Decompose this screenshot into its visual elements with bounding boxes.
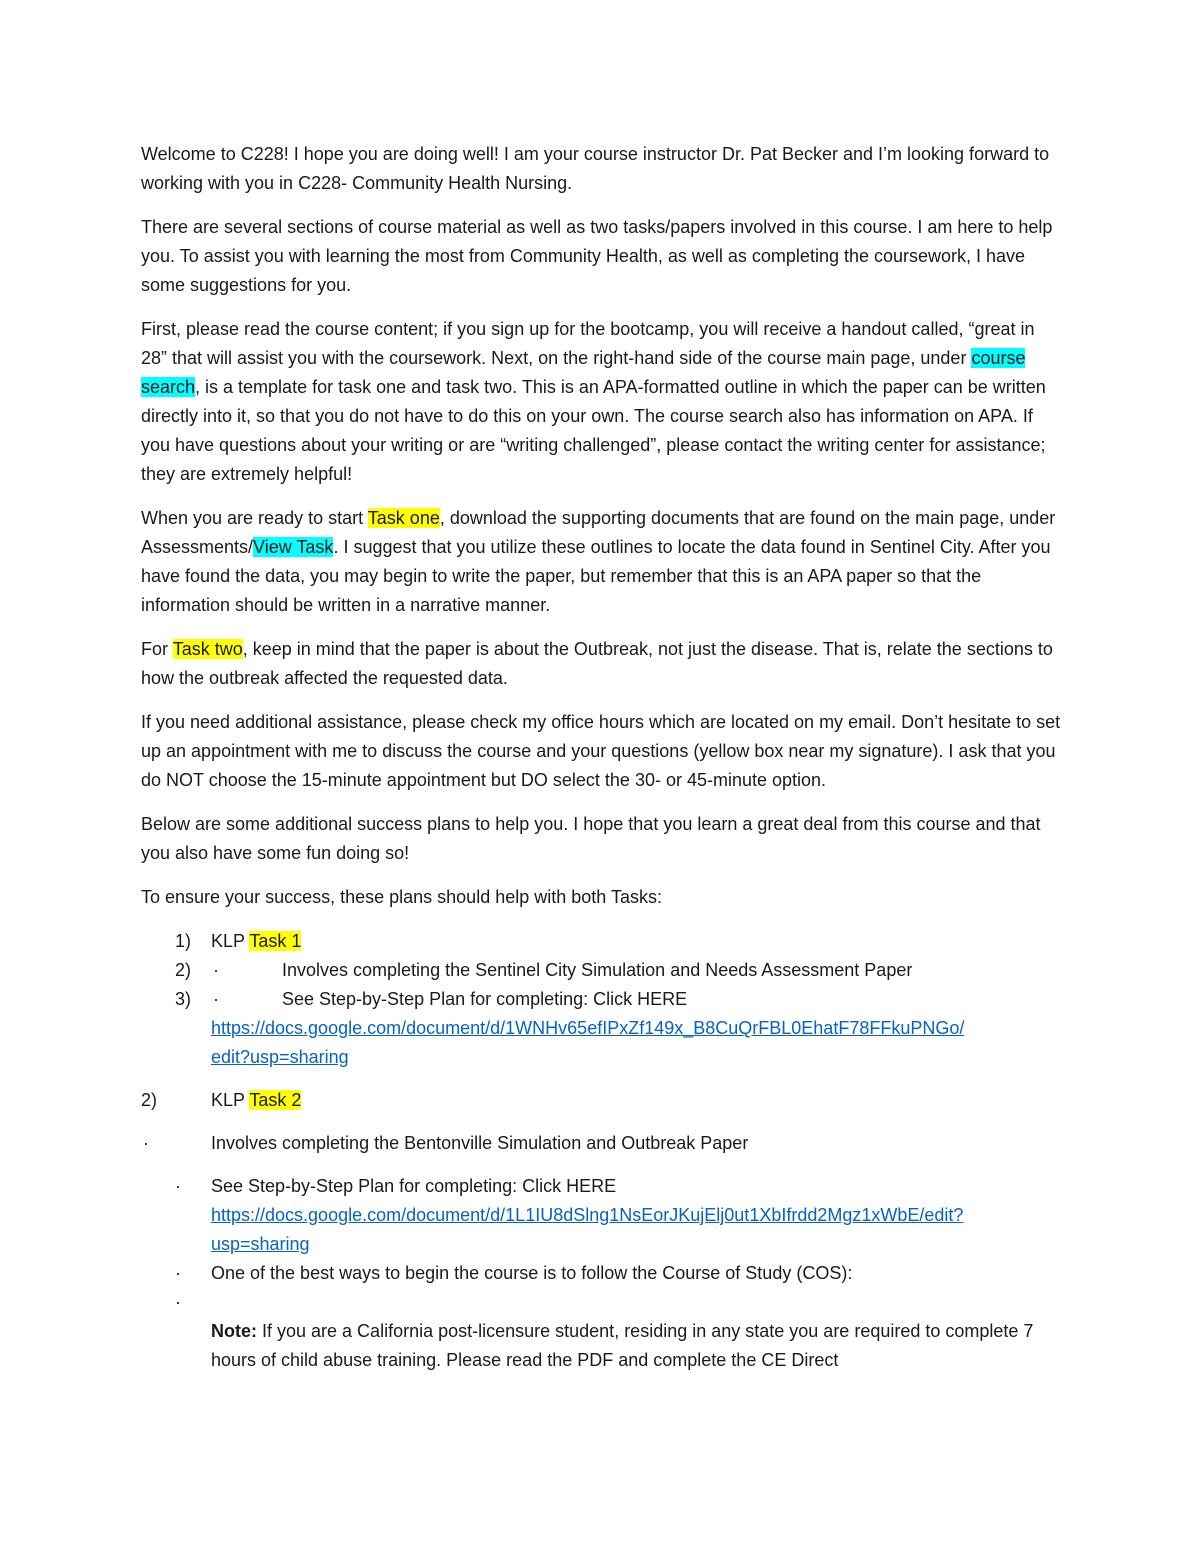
- highlight-task-1: Task 1: [249, 931, 302, 951]
- bullet-icon: ·: [175, 1176, 181, 1196]
- paragraph-assistance: If you need additional assistance, please check my office hours which are located on my email. Don’t hesitate to set up an appointment with me to discuss the course and your questions (yellow box near my signature). I ask that you do NOT choose the 15-minute appointment but DO select the 30- or 45-minute option.: [141, 712, 1061, 790]
- paragraph-overview: There are several sections of course material as well as two tasks/papers involved in this course. I am here to help you. To assist you with learning the most from Community Health, as well as completing the coursework, I have some suggestions for you.: [141, 217, 1053, 295]
- link-task-1-plan[interactable]: https://docs.google.com/document/d/1WNHv65efIPxZf149x_B8CuQrFBL0EhatF78FFkuPNGo/: [211, 1018, 965, 1038]
- text-segment: , is a template for task one and task two. This is an APA-formatted outline in which the paper can be written directly into it, so that you do not have to do this on your own. The course search also has information on APA. If you have questions about your writing or are “writing challenged”, please contact the writing center for assistance; they are extremely helpful!: [141, 377, 1046, 484]
- text-segment: , keep in mind that the paper is about the Outbreak, not just the disease. That is, relate the sections to how the outbreak affected the requested data.: [141, 639, 1053, 688]
- list-item-4: [141, 1086, 1061, 1115]
- list-text: See Step-by-Step Plan for completing: Click HERE: [211, 1176, 617, 1196]
- paragraph-ensure-success: To ensure your success, these plans should help with both Tasks:: [141, 887, 662, 907]
- note-text: If you are a California post-licensure student, residing in any state you are required to complete 7 hours of child abuse training. Please read the PDF and complete the CE Direct: [211, 1321, 1034, 1370]
- paragraph-success-plans: Below are some additional success plans to help you. I hope that you learn a great deal from this course and that you also have some fun doing so!: [141, 814, 1041, 863]
- link-block-task-2: [211, 1201, 1061, 1259]
- note-block: [211, 1317, 1061, 1375]
- bullet-item-empty: [141, 1288, 1061, 1317]
- list-text: [211, 1086, 301, 1115]
- klp-label: KLP: [211, 931, 250, 951]
- text-segment: First, please read the course content; if you sign up for the bootcamp, you will receive a handout called, “great in 28” that will assist you with the coursework. Next, on the right-hand side of the course main page, under: [141, 319, 1035, 368]
- paragraph-task-two: [141, 635, 1061, 693]
- link-block-task-1: [211, 1014, 1061, 1072]
- klp-label: KLP: [211, 1090, 250, 1110]
- note-label: Note:: [211, 1321, 257, 1341]
- paragraph-course-content: [141, 315, 1061, 489]
- text-segment: . I suggest that you utilize these outlines to locate the data found in Sentinel City. After you have found the data, you may begin to write the paper, but remember that this is an APA paper so that the information should be written in a narrative manner.: [141, 537, 1051, 615]
- text-segment: For: [141, 639, 173, 659]
- list-text: Involves completing the Sentinel City Simulation and Needs Assessment Paper: [282, 960, 913, 980]
- bullet-item-involves-2: [141, 1129, 1061, 1158]
- bullet-icon: ·: [213, 989, 219, 1009]
- link-task-1-plan-cont[interactable]: edit?usp=sharing: [211, 1047, 349, 1067]
- bullet-item-cos: [141, 1259, 1061, 1288]
- bullet-item-see-2: [141, 1172, 1061, 1201]
- highlight-task-2: Task 2: [249, 1090, 302, 1110]
- list-text: [211, 927, 301, 956]
- numbered-list: [141, 927, 1061, 1375]
- paragraph-task-one: [141, 504, 1061, 620]
- list-number: 3): [175, 989, 192, 1009]
- list-item-1: [141, 927, 1061, 956]
- bullet-icon: ·: [213, 960, 219, 980]
- text-segment: , download the supporting documents that are found on the main page, under Assessments/: [141, 508, 1056, 557]
- list-number: 1): [175, 931, 192, 951]
- list-text: One of the best ways to begin the course is to follow the Course of Study (COS):: [211, 1263, 853, 1283]
- list-item-2: [141, 956, 1061, 985]
- bullet-icon: ·: [175, 1292, 181, 1312]
- list-item-3: [141, 985, 1061, 1014]
- list-text: See Step-by-Step Plan for completing: Click HERE: [282, 989, 688, 1009]
- highlight-task-two: Task two: [172, 639, 243, 659]
- list-number: 2): [141, 1090, 158, 1110]
- bullet-icon: ·: [175, 1263, 181, 1283]
- link-task-2-plan-cont[interactable]: usp=sharing: [211, 1234, 310, 1254]
- document-body: [141, 140, 1061, 1375]
- highlight-course-search: course search: [141, 348, 1026, 397]
- list-number: 2): [175, 960, 192, 980]
- highlight-view-task: View Task: [253, 537, 334, 557]
- bullet-icon: ·: [143, 1133, 149, 1153]
- list-text: Involves completing the Bentonville Simulation and Outbreak Paper: [211, 1133, 749, 1153]
- link-task-2-plan[interactable]: https://docs.google.com/document/d/1L1IU8dSlng1NsEorJKujElj0ut1XbIfrdd2Mgz1xWbE/edit?: [211, 1205, 964, 1225]
- paragraph-welcome: Welcome to C228! I hope you are doing well! I am your course instructor Dr. Pat Becker and I’m looking forward to working with you in C228- Community Health Nursing.: [141, 144, 1050, 193]
- text-segment: When you are ready to start: [141, 508, 368, 528]
- highlight-task-one: Task one: [367, 508, 440, 528]
